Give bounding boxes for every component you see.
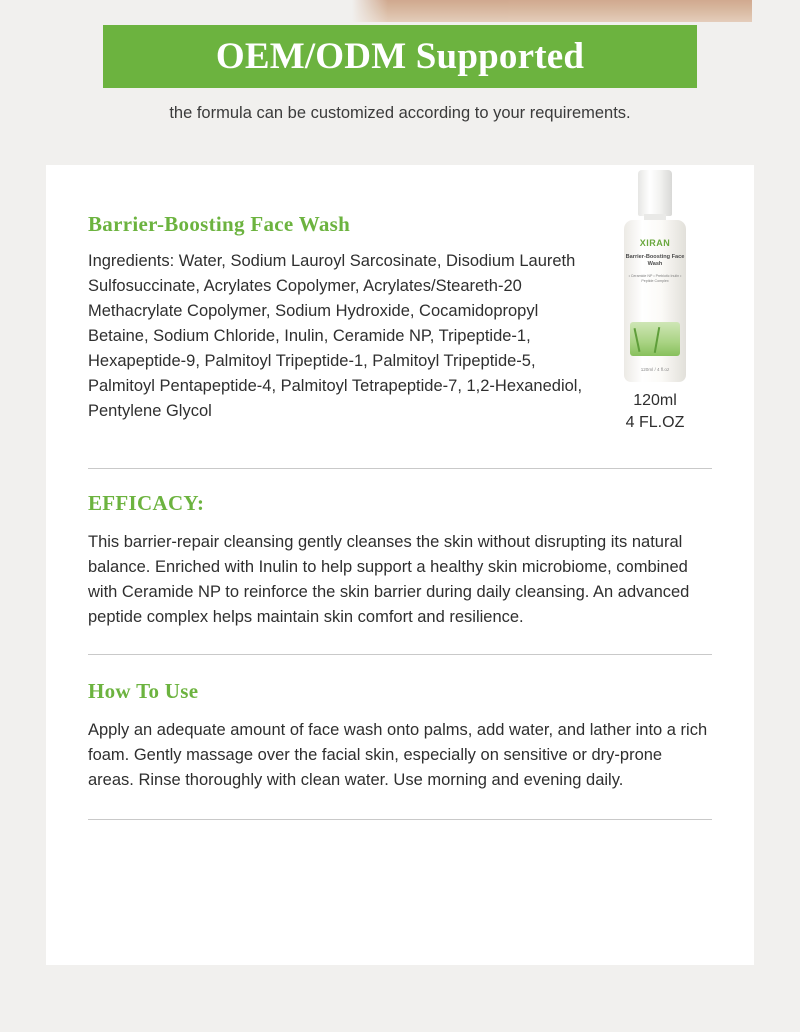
oem-odm-banner bbox=[103, 25, 697, 88]
size-ml: 120ml bbox=[633, 392, 677, 409]
how-to-use-heading: How To Use bbox=[88, 679, 199, 703]
banner-subtitle: the formula can be customized according to your requirements. bbox=[169, 104, 631, 122]
bottle-cap-icon bbox=[638, 170, 672, 216]
info-card bbox=[46, 165, 754, 965]
top-photo-strip bbox=[0, 0, 800, 22]
bottle-claims-label: • Ceramide NP • Prebiotic Inulin • Peptide Complex bbox=[628, 274, 682, 283]
bottle-body bbox=[624, 220, 686, 382]
bottle-product-label: Barrier-Boosting Face Wash bbox=[625, 254, 685, 267]
size-oz: 4 FL.OZ bbox=[625, 414, 685, 431]
efficacy-heading: EFFICACY: bbox=[88, 491, 205, 515]
efficacy-section bbox=[88, 491, 712, 630]
divider-2 bbox=[88, 654, 712, 655]
card-inner bbox=[88, 212, 712, 820]
divider-1 bbox=[88, 468, 712, 469]
bottle-illustration bbox=[624, 170, 686, 382]
how-to-use-section bbox=[88, 679, 712, 793]
how-to-use-text: Apply an adequate amount of face wash onto palms, add water, and lather into a rich foam. Gently massage over the facial skin, especially on sensitive or dry-prone areas. Rinse thoroughly with clean water. Use morning and evening daily. bbox=[88, 721, 708, 789]
decorative-photo bbox=[352, 0, 752, 22]
divider-3 bbox=[88, 819, 712, 820]
bottle-volume-label: 120ml / 4 fl.oz bbox=[640, 367, 670, 372]
bottle-leaf-graphic-icon bbox=[630, 322, 680, 356]
product-name: Barrier-Boosting Face Wash bbox=[88, 212, 351, 236]
bottle-brand-label: XIRAN bbox=[639, 238, 671, 248]
banner-title: OEM/ODM Supported bbox=[215, 36, 585, 77]
product-section bbox=[88, 212, 712, 431]
ingredients-text: Ingredients: Water, Sodium Lauroyl Sarcosinate, Disodium Laureth Sulfosuccinate, Acrylates Copolymer, Acrylates/Steareth-20 Methacrylate Copolymer, Sodium Hydroxide, Cocamidopropyl Betaine, Sodium Chloride, Inulin, Ceramide NP, Tripeptide-1, Hexapeptide-9, Palmitoyl Tripeptide-1, Palmitoyl Tripeptide-5, Palmitoyl Pentapeptide-4, Palmitoyl Tetrapeptide-7, 1,2-Hexanediol, Pentylene Glycol bbox=[88, 252, 583, 420]
product-image bbox=[592, 170, 718, 434]
efficacy-text: This barrier-repair cleansing gently cleanses the skin without disrupting its natural balance. Enriched with Inulin to help support a healthy skin microbiome, combined with Ceramide NP to reinforce the skin barrier during daily cleansing. An advanced peptide complex helps maintain skin comfort and resilience. bbox=[88, 533, 690, 626]
